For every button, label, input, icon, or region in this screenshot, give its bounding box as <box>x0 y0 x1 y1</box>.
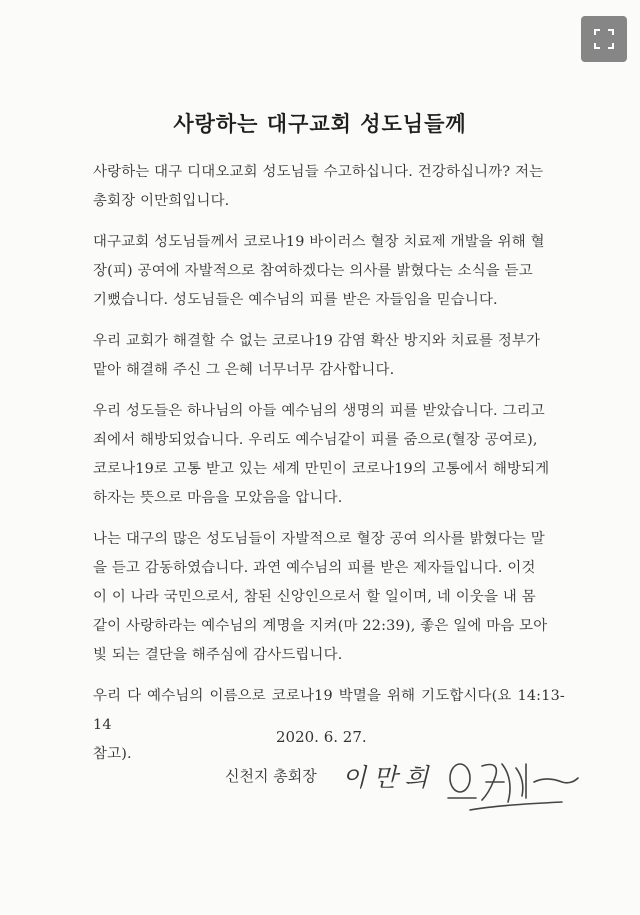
paragraph-plasma-news: 대구교회 성도님들께서 코로나19 바이러스 혈장 치료제 개발을 위해 혈 장(피) 공여에 자발적으로 참여하겠다는 의사를 밝혔다는 소식을 듣고 기뻤습니다. 성도님들은 예수님의 피를 받은 자들임을 믿습니다. <box>93 234 545 308</box>
paragraph-thanks-government: 우리 교회가 해결할 수 없는 코로나19 감염 확산 방지와 치료를 정부가 맡아 해결해 주신 그 은혜 너무너무 감사합니다. <box>93 333 541 378</box>
handwritten-signature-icon <box>442 752 582 832</box>
paragraph-greeting: 사랑하는 대구 디대오교회 성도님들 수고하십니다. 건강하십니까? 저는 총회장 이만희입니다. <box>93 164 544 209</box>
signature-name: 이만희 <box>342 763 436 792</box>
letter-body <box>93 158 565 781</box>
paragraph-gratitude: 나는 대구의 많은 성도님들이 자발적으로 혈장 공여 의사를 밝혔다는 말 을 듣고 감동하였습니다. 과연 예수님의 피를 받은 제자들입니다. 이것 이 이 나라 국민으로서, 참된 신앙인으로서 할 일이며, 네 이웃을 내 몸 같이 사랑하라는 예수님의 계명을 지켜(마 22:39), 좋은 일에 마음 모아 빛 되는 결단을 해주심에 감사드립니다. <box>93 531 548 663</box>
paragraph-blood-of-jesus: 우리 성도들은 하나님의 아들 예수님의 생명의 피를 받았습니다. 그리고 죄에서 해방되었습니다. 우리도 예수님같이 피를 줌으로(혈장 공여로), 코로나19로 고통 받고 있는 세계 만민이 코로나19의 고통에서 해방되게 하자는 뜻으로 마음을 모았음을 압니다. <box>93 403 550 506</box>
letter-title: 사랑하는 대구교회 성도님들께 <box>173 111 467 136</box>
fullscreen-expand-button[interactable] <box>581 16 627 62</box>
signature-label: 신천지 총회장 <box>225 767 317 785</box>
paragraph-prayer: 우리 다 예수님의 이름으로 코로나19 박멸을 위해 기도합시다(요 14:13-14 참고). <box>93 688 565 762</box>
fullscreen-expand-icon <box>592 27 616 51</box>
letter-date: 2020. 6. 27. <box>276 728 367 746</box>
